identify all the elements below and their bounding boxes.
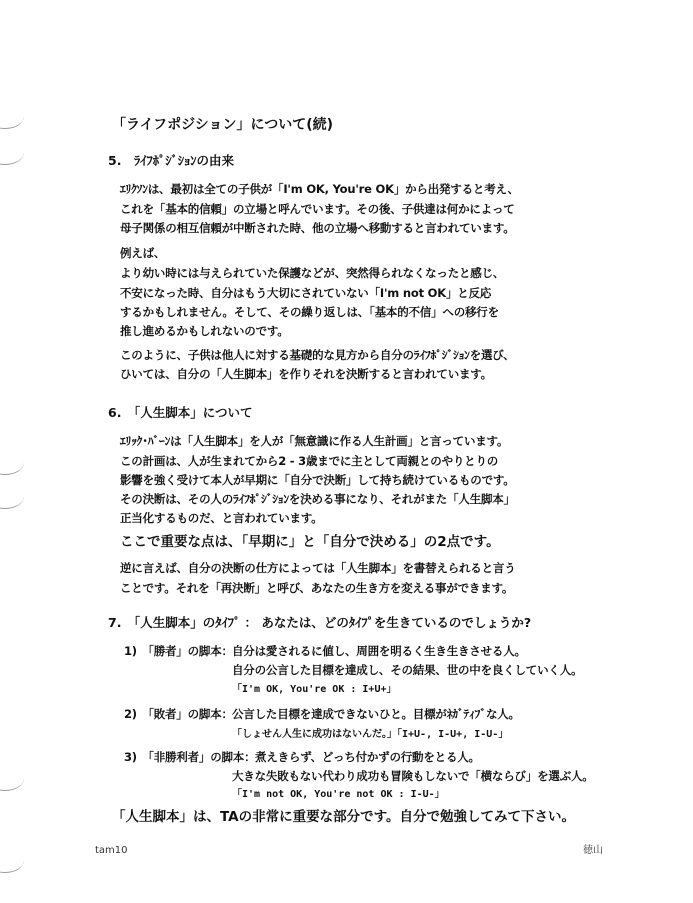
section-5-para2-line: 例えば、: [120, 246, 166, 260]
script-item-line: 大きな失敗もない代わり成功も冒険もしないで「横ならび」を選ぶ人。: [232, 769, 594, 783]
script-item-line: 自分は愛されるに値し、周囲を明るく生き生きさせる人。: [232, 644, 526, 658]
closing-statement: 「人生脚本」は、TAの非常に重要な部分です。自分で勉強してみて下さい。: [112, 809, 576, 825]
section-6-para2-line: ことです。それを「再決断」と呼び、あなたの生き方を変える事ができます。: [120, 581, 514, 595]
section-5-para3-line: このように、子供は他人に対する基礎的な見方から自分のﾗｲﾌﾎﾟｼﾞｼｮﾝを選び、: [120, 348, 515, 362]
footer-page-code: tam10: [95, 845, 128, 856]
section-5-para1-line: 母子関係の相互信頼が中断された時、他の立場へ移動すると言われています。: [120, 221, 515, 235]
section-5-para2-line: 不安になった時、自分はもう大切にされていない「I'm not OK」と反応: [120, 286, 492, 300]
binder-hole: [0, 848, 24, 873]
script-item-code: 「I'm OK, You're OK : I+U+」: [232, 684, 397, 695]
script-item-code: 「しょせん人生に成功はないんだ。」「I+U-, I-U+, I-U-」: [232, 729, 509, 740]
script-item-line: 自分の公言した目標を達成し、その結果、世の中を良くしていく人。: [232, 663, 583, 677]
section-6-heading: 6. 「人生脚本」について: [108, 405, 253, 420]
binder-hole: [0, 766, 24, 791]
binder-hole: [0, 484, 24, 509]
footer-author: 徳山: [583, 845, 603, 856]
section-6-para1-line: ｴﾘｯｸ･ﾊﾞｰﾝは「人生脚本」を人が「無意識に作る人生計画」と言っています。: [120, 434, 509, 448]
section-5-para1-line: ｴﾘｸｿﾝは、最初は全ての子供が「I'm OK, You're OK」から出発すると考え、: [120, 182, 519, 196]
section-6-para1-line: 正当化するものだ、と言われています。: [120, 511, 323, 525]
script-item-line: 煮えきらず、どっち付かずの行動をとる人。: [255, 750, 480, 764]
section-5-para1-line: これを「基本的信頼」の立場と呼んでいます。その後、子供達は何かによって: [120, 202, 515, 216]
section-6-para1-line: その決断は、その人のﾗｲﾌﾎﾟｼﾞｼｮﾝを決める事になり、それがまた「人生脚本」: [120, 492, 515, 506]
page-title: 「ライフポジション」について(続): [112, 117, 334, 133]
section-6-para1-line: 影響を強く受けて本人が早期に「自分で決断」して持ち続けているものです。: [120, 473, 515, 487]
section-6-para2-line: 逆に言えば、自分の決断の仕方によっては「人生脚本」を書替えられると言う: [120, 561, 516, 575]
section-5-para2-line: より幼い時には与えられていた保護などが、突然得られなくなったと感じ、: [120, 266, 505, 280]
section-7-heading: 7. 「人生脚本」のﾀｲﾌﾟ ： あなたは、どのﾀｲﾌﾟを生きているのでしょうか?: [108, 615, 532, 630]
script-item-code: 「I'm not OK, You're not OK : I-U-」: [232, 789, 445, 800]
section-5-heading: 5. ﾗｲﾌﾎﾟｼﾞｼｮﾝの由来: [108, 153, 234, 168]
binder-hole: [0, 140, 24, 165]
section-5-para2-line: するかもしれません。そして、その繰り返しは、「基本的不信」への移行を: [120, 305, 499, 319]
script-item-line: 公言した目標を達成できないひと。目標がﾈｶﾞﾃｨﾌﾞな人。: [232, 707, 520, 721]
section-6-para1-line: この計画は、人が生まれてから2 - 3歳までに主として両親とのやりとりの: [120, 454, 499, 468]
binder-hole: [0, 450, 24, 475]
section-6-emphasis: ここで重要な点は、「早期に」と「自分で決める」の2点です。: [120, 534, 500, 550]
section-5-para2-line: 推し進めるかもしれないのです。: [120, 324, 289, 338]
script-item-label: 1) 「勝者」の脚本：: [124, 644, 233, 658]
binder-hole: [0, 104, 24, 129]
script-item-label: 2) 「敗者」の脚本：: [124, 707, 233, 721]
script-item-label: 3) 「非勝利者」の脚本：: [124, 750, 256, 764]
section-5-para3-line: ひいては、自分の「人生脚本」を作りそれを決断すると言われています。: [120, 367, 492, 381]
